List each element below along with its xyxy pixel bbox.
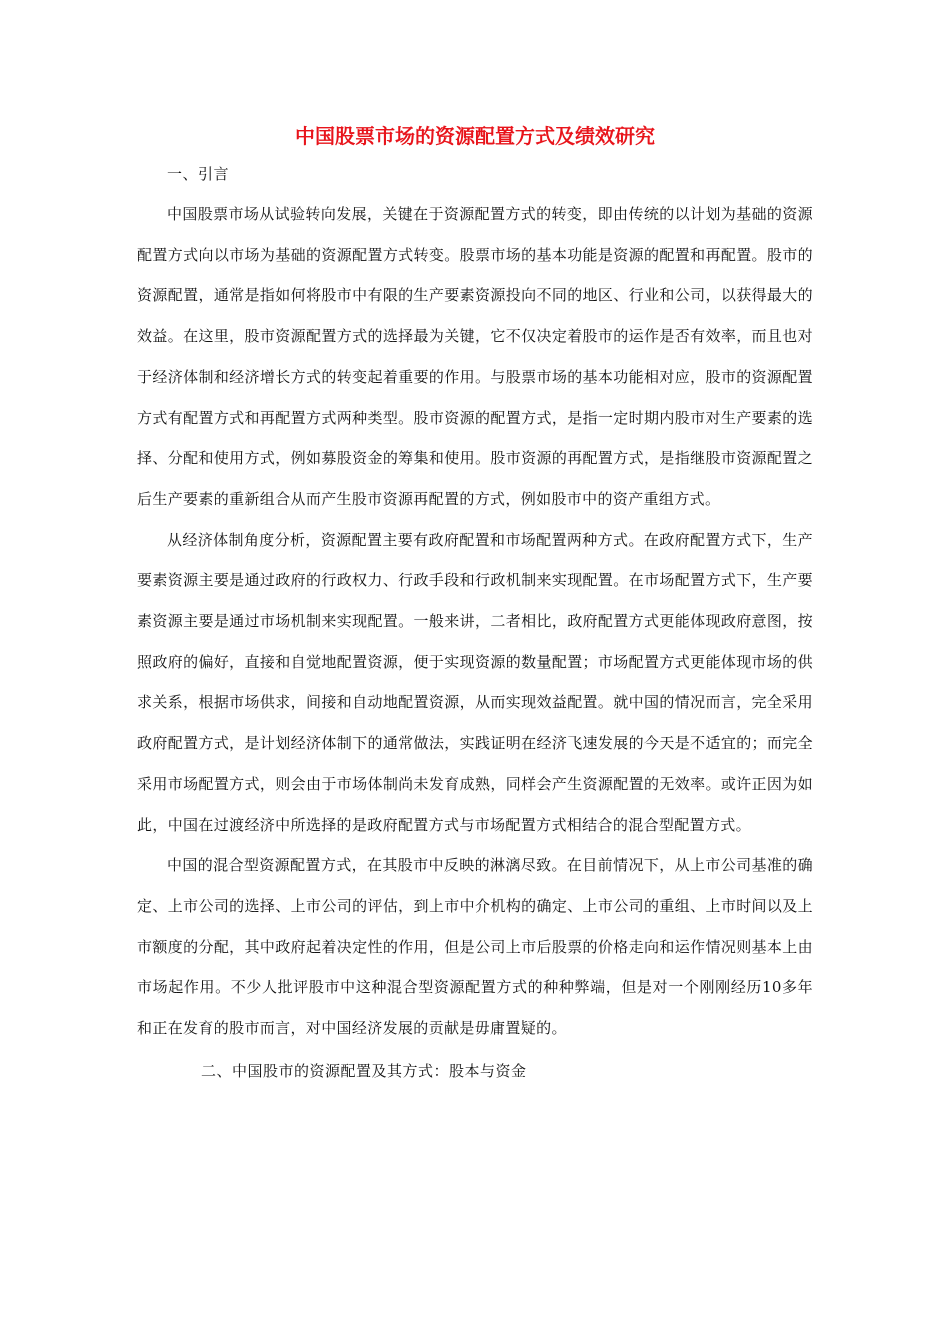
body-paragraph-3: 中国的混合型资源配置方式，在其股市中反映的淋漓尽致。在目前情况下，从上市公司基准的确定、上市公司的选择、上市公司的评估，到上市中介机构的确定、上市公司的重组、上市时间以及上市额度的分配，其中政府起着决定性的作用，但是公司上市后股票的价格走向和运作情况则基本上由市场起作用。不少人批评股市中这种混合型资源配置方式的种种弊端，但是对一个刚刚经历10多年和正在发育的股市而言，对中国经济发展的贡献是毋庸置疑的。 [137, 856, 813, 1038]
document-body [137, 156, 813, 1089]
section-heading-resource-allocation: 二、中国股市的资源配置及其方式：股本与资金 [201, 1061, 527, 1080]
body-paragraph-1: 中国股票市场从试验转向发展，关键在于资源配置方式的转变，即由传统的以计划为基础的资源配置方式向以市场为基础的资源配置方式转变。股票市场的基本功能是资源的配置和再配置。股市的资源配置，通常是指如何将股市中有限的生产要素资源投向不同的地区、行业和公司，以获得最大的效益。在这里，股市资源配置方式的选择最为关键，它不仅决定着股市的运作是否有效率，而且也对于经济体制和经济增长方式的转变起着重要的作用。与股票市场的基本功能相对应，股市的资源配置方式有配置方式和再配置方式两种类型。股市资源的配置方式，是指一定时期内股市对生产要素的选择、分配和使用方式，例如募股资金的筹集和使用。股市资源的再配置方式，是指继股市资源配置之后生产要素的重新组合从而产生股市资源再配置的方式，例如股市中的资产重组方式。 [137, 205, 813, 508]
document-title: 中国股票市场的资源配置方式及绩效研究 [295, 124, 655, 148]
body-paragraph-2: 从经济体制角度分析，资源配置主要有政府配置和市场配置两种方式。在政府配置方式下，生产要素资源主要是通过政府的行政权力、行政手段和行政机制来实现配置。在市场配置方式下，生产要素资源主要是通过市场机制来实现配置。一般来讲，二者相比，政府配置方式更能体现政府意图，按照政府的偏好，直接和自觉地配置资源，便于实现资源的数量配置；市场配置方式更能体现市场的供求关系，根据市场供求，间接和自动地配置资源，从而实现效益配置。就中国的情况而言，完全采用政府配置方式，是计划经济体制下的通常做法，实践证明在经济飞速发展的今天是不适宜的；而完全采用市场配置方式，则会由于市场体制尚未发育成熟，同样会产生资源配置的无效率。或许正因为如此，中国在过渡经济中所选择的是政府配置方式与市场配置方式相结合的混合型配置方式。 [137, 530, 813, 834]
section-heading-introduction: 一、引言 [167, 165, 230, 183]
